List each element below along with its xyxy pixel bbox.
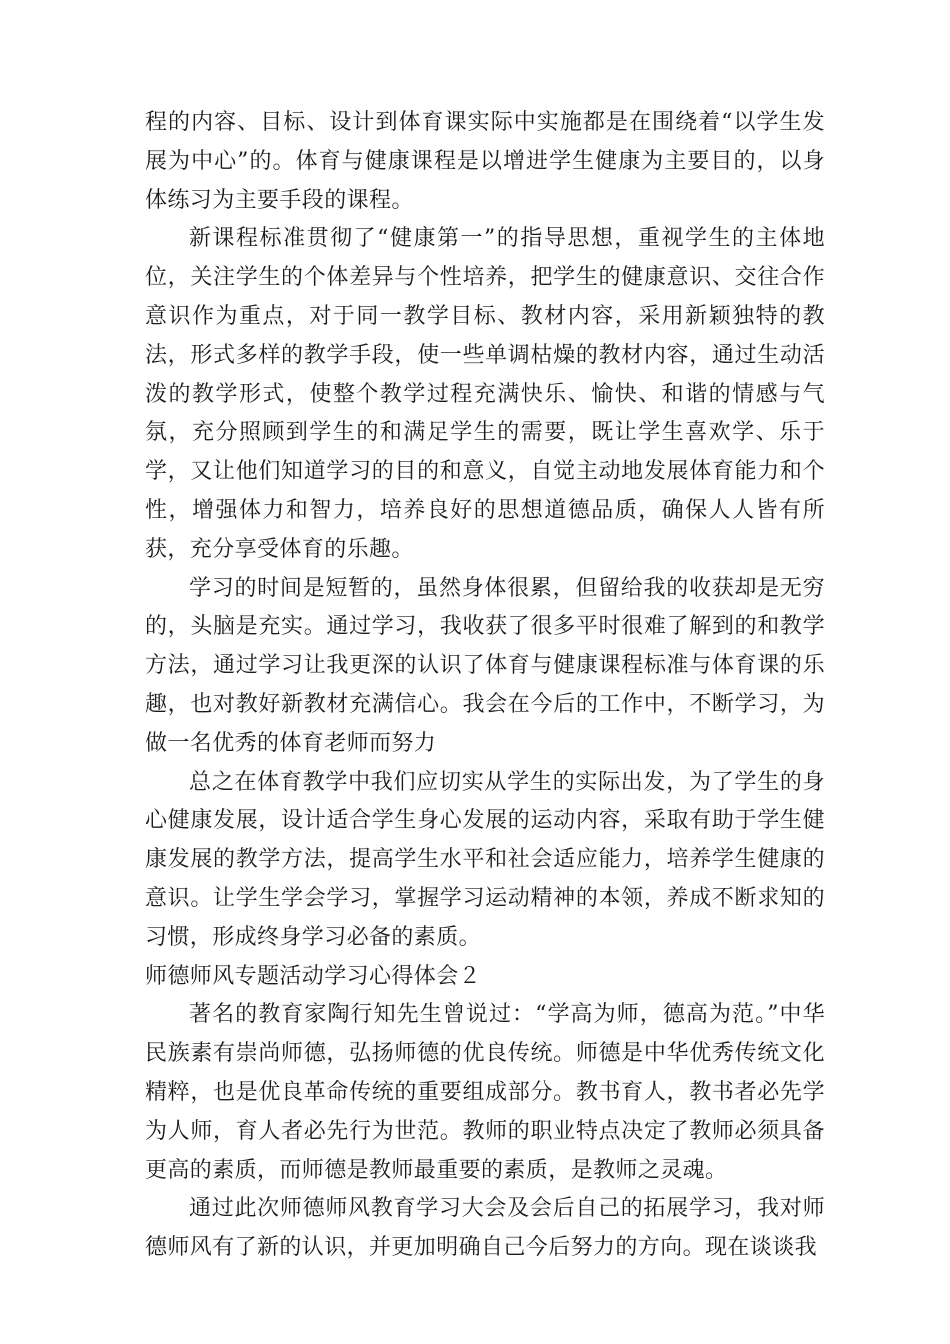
section-heading: 师德师风专题活动学习心得体会２	[145, 963, 482, 989]
document-body	[145, 104, 825, 1268]
paragraph-study-reflection: 通过此次师德师风教育学习大会及会后自己的拓展学习，我对师德师风有了新的认识，并更加明确自己今后努力的方向。现在谈谈我	[145, 1196, 825, 1261]
paragraph-continuation: 程的内容、目标、设计到体育课实际中实施都是在围绕着“以学生发展为中心”的。体育与健康课程是以增进学生健康为主要目的，以身体练习为主要手段的课程。	[145, 110, 825, 213]
paragraph-learning-gains: 学习的时间是短暂的，虽然身体很累，但留给我的收获却是无穷的，头脑是充实。通过学习，我收获了很多平时很难了解到的和教学方法，通过学习让我更深的认识了体育与健康课程标准与体育课的乐趣，也对教好新教材充满信心。我会在今后的工作中，不断学习，为做一名优秀的体育老师而努力	[145, 575, 825, 756]
paragraph-tao-xingzhi-quote: 著名的教育家陶行知先生曾说过：“学高为师，德高为范。”中华民族素有崇尚师德，弘扬师德的优良传统。师德是中华优秀传统文化精粹，也是优良革命传统的重要组成部分。教书育人，教书者必先学为人师，育人者必先行为世范。教师的职业特点决定了教师必须具备更高的素质，而师德是教师最重要的素质，是教师之灵魂。	[145, 1002, 825, 1183]
paragraph-conclusion: 总之在体育教学中我们应切实从学生的实际出发，为了学生的身心健康发展，设计适合学生身心发展的运动内容，采取有助于学生健康发展的教学方法，提高学生水平和社会适应能力，培养学生健康的意识。让学生学会学习，掌握学习运动精神的本领，养成不断求知的习惯，形成终身学习必备的素质。	[145, 769, 825, 950]
paragraph-new-curriculum: 新课程标准贯彻了“健康第一”的指导思想，重视学生的主体地位，关注学生的个体差异与个性培养，把学生的健康意识、交往合作意识作为重点，对于同一教学目标、教材内容，采用新颖独特的教法，形式多样的教学手段，使一些单调枯燥的教材内容，通过生动活泼的教学形式，使整个教学过程充满快乐、愉快、和谐的情感与气氛，充分照顾到学生的和满足学生的需要，既让学生喜欢学、乐于学，又让他们知道学习的目的和意义，自觉主动地发展体育能力和个性，增强体力和智力，培养良好的思想道德品质，确保人人皆有所获，充分享受体育的乐趣。	[145, 226, 825, 562]
